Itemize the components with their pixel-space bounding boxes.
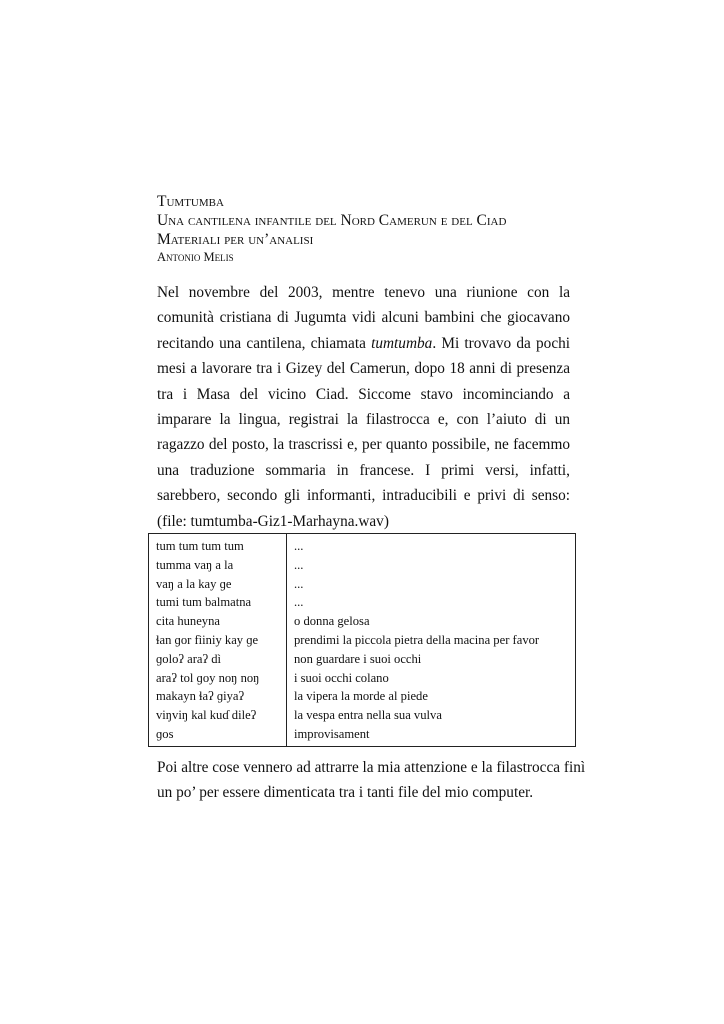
closing-line: un po’ per essere dimenticata tra i tanti file del mio computer.	[157, 784, 534, 802]
intro-paragraph	[157, 280, 570, 534]
original-verse: makayn ɬaʔ ɡiyaʔ	[156, 689, 245, 704]
original-verse: cita huneyna	[156, 614, 220, 629]
intro-text-a: Nel novembre del 2003, mentre tenevo una riunione con la comunità cristiana di Jugumta vidi alcuni bambini che giocavano recitando una cantilena, chiamata	[157, 284, 570, 352]
translation-verse: ...	[294, 539, 304, 553]
translation-verse: o donna gelosa	[294, 614, 370, 629]
article-author: Antonio Melis	[157, 250, 234, 264]
original-verses-cell	[149, 534, 287, 747]
original-verse: tum tum tum tum	[156, 539, 244, 553]
intro-italic-term: tumtumba	[371, 334, 433, 352]
translation-verse: ...	[294, 576, 304, 591]
translation-verse: non guardare i suoi occhi	[294, 651, 422, 666]
article-heading	[157, 192, 597, 265]
original-verse: viŋviŋ kal kuɗ dileʔ	[156, 708, 257, 723]
article-subtitle: Una cantilena infantile del Nord Camerun e del Ciad	[157, 212, 507, 229]
translation-cell	[287, 534, 576, 747]
translation-verse: i suoi occhi colano	[294, 670, 389, 685]
translation-verse: prendimi la piccola pietra della macina per favor	[294, 632, 540, 647]
article-subtitle-2: Materiali per un’analisi	[157, 231, 314, 248]
original-verse: tumi tum balmatna	[156, 595, 252, 610]
original-verse: ɡos	[156, 726, 174, 741]
closing-paragraph	[157, 755, 586, 806]
translation-verse: la vipera la morde al piede	[294, 689, 428, 704]
intro-text-b: . Mi trovavo da pochi mesi a lavorare tra i Gizey del Camerun, dopo 18 anni di presenza tra i Masa del vicino Ciad. Siccome stavo incominciando a imparare la lingua, registrai la filastrocca e, con l’aiuto di un ragazzo del posto, la trascrissi e, per quanto possibile, ne facemmo una traduzione sommaria in francese. I primi versi, infatti, sarebbero, secondo gli informanti, intraducibili e privi di senso: (file: tumtumba-Giz1-Marhayna.wav)	[157, 334, 571, 530]
translation-verse: ...	[294, 595, 304, 610]
translation-verse: improvisament	[294, 726, 370, 741]
translation-verse: ...	[294, 557, 304, 572]
article-title: Tumtumba	[157, 193, 224, 210]
closing-line: Poi altre cose vennero ad attrarre la mia attenzione e la filastrocca finì	[157, 759, 586, 776]
verses-table-row	[149, 534, 576, 747]
original-verse: ɬan ɡor fìiniy kay ɡe	[156, 632, 259, 647]
original-verse: ɡoloʔ araʔ dì	[156, 651, 222, 666]
verses-table	[148, 533, 576, 747]
original-verse: vaŋ a la kay ɡe	[156, 576, 232, 591]
original-verse: tumma vaŋ a la	[156, 557, 234, 572]
translation-verse: la vespa entra nella sua vulva	[294, 708, 442, 723]
original-verse: araʔ tol ɡoy noŋ noŋ	[156, 670, 260, 685]
